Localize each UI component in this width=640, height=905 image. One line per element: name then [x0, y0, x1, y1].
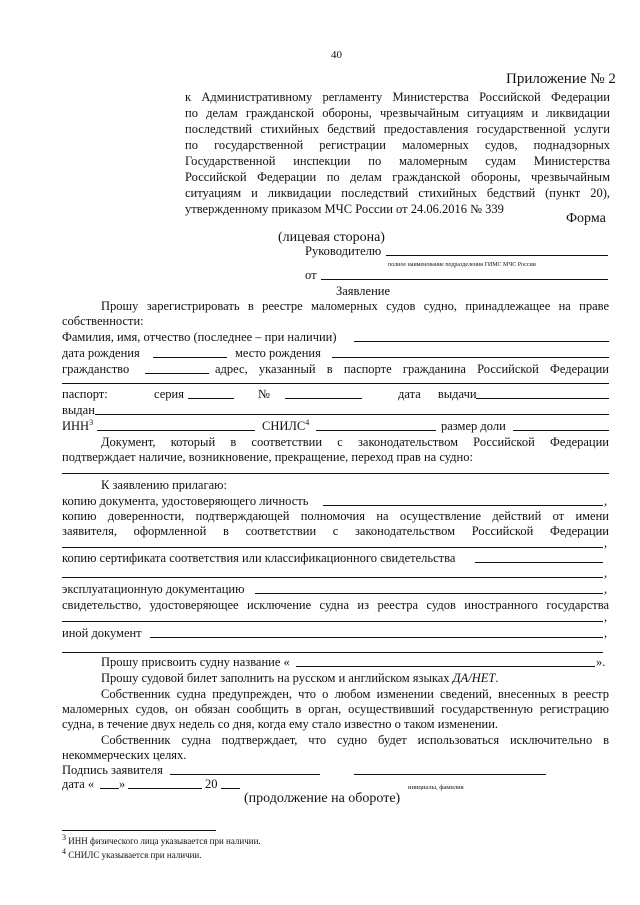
certificate-field-2[interactable] [62, 577, 603, 578]
certificate-label: копию сертификата соответствия или классификационного свидетельства [62, 551, 456, 565]
comma: , [604, 626, 608, 640]
identity-field[interactable] [323, 505, 603, 506]
fio-field[interactable] [354, 341, 609, 342]
warn-line: судна, в течение двух недель со дня, когда ему стало известно о таком изменении. [62, 717, 499, 731]
date-label: дата « [62, 777, 95, 791]
to-hint: полное наименование подразделения ГИМС МЧС России [388, 262, 536, 268]
warn-line: маломерных судов, он обязан сообщить в орган, осуществивший государственную регистрацию [62, 702, 609, 716]
ticket-choice[interactable]: ДА/НЕТ [452, 671, 496, 685]
name-request: Прошу присвоить судну название « [101, 655, 290, 669]
operational-label: эксплуатационную документацию [62, 582, 245, 596]
appendix-line: ситуациям и ликвидации последствий стихийных бедствий (пункт 20), [185, 186, 610, 200]
snils-field[interactable] [316, 430, 436, 431]
issued-by-field[interactable] [95, 414, 609, 415]
citizenship-field[interactable] [145, 373, 209, 374]
comma: , [604, 582, 608, 596]
appendix-line: Российской Федерации по делам гражданской обороны, чрезвычайным [185, 170, 610, 184]
document-field[interactable] [62, 473, 609, 474]
share-field[interactable] [513, 430, 609, 431]
from-label: от [305, 268, 317, 282]
address-label: адрес, указанный в паспорте гражданина Российской Федерации [215, 362, 609, 376]
date-quote: » [119, 777, 126, 791]
appendix-line: последствий стихийных бедствий предоставления государственной услуги [185, 122, 610, 136]
appendix-line: по государственной регистрации маломерных судов, поднадзорных [185, 138, 610, 152]
footnote-divider [62, 830, 216, 831]
request-line: собственности: [62, 314, 144, 328]
number-field[interactable] [285, 398, 362, 399]
page-number: 40 [331, 49, 342, 61]
series-label: серия [154, 387, 184, 401]
number-label: № [258, 387, 270, 401]
operational-field[interactable] [255, 593, 603, 594]
series-field[interactable] [188, 398, 234, 399]
issued-by-label: выдан [62, 403, 95, 417]
document-line: Документ, который в соответствии с законодательством Российской Федерации [101, 435, 609, 449]
exclusion-field[interactable] [62, 621, 603, 622]
exclusion-label: свидетельство, удостоверяющее исключение судна из реестра судов иностранного государства [62, 598, 609, 612]
appendix-line: к Административному регламенту Министерства Российской Федерации [185, 90, 610, 104]
comma: , [604, 536, 608, 550]
identity-label: копию документа, удостоверяющего личность [62, 494, 309, 508]
confirm-line: Собственник судна подтверждает, что судно будет использоваться исключительно в [101, 733, 609, 747]
appendix-line: утвержденному приказом МЧС России от 24.06.2016 № 339 [185, 202, 504, 216]
issue-date-field[interactable] [476, 398, 609, 399]
birth-date-field[interactable] [153, 357, 227, 358]
snils-label: СНИЛС$^4$ [262, 417, 310, 433]
initials-hint: инициалы, фамилия [408, 784, 464, 791]
citizenship-label: гражданство [62, 362, 130, 376]
request-line: Прошу зарегистрировать в реестре маломерных судов судно, принадлежащее на праве [101, 299, 609, 313]
continued-label: (продолжение на обороте) [244, 791, 401, 806]
other-field-2[interactable] [62, 652, 603, 653]
form-label: Форма [566, 211, 606, 226]
side-label: (лицевая сторона) [278, 230, 385, 245]
comma: , [604, 566, 608, 580]
date-year: 20 [205, 777, 218, 791]
birth-date-label: дата рождения [62, 346, 140, 360]
vessel-name-field[interactable] [296, 666, 595, 667]
share-label: размер доли [441, 419, 506, 433]
signature-field[interactable] [170, 774, 320, 775]
inn-field[interactable] [97, 430, 255, 431]
poa-line: копию доверенности, подтверждающей полномочия на осуществление действий от имени [62, 509, 609, 523]
confirm-line: некоммерческих целях. [62, 748, 187, 762]
passport-label: паспорт: [62, 387, 108, 401]
from-field[interactable] [321, 279, 608, 280]
ticket-language: Прошу судовой билет заполнить на русском и английском языках ДА/НЕТ. [101, 671, 499, 685]
poa-line: заявителя, оформленной в соответствии с законодательством Российской Федерации [62, 524, 609, 538]
fio-label: Фамилия, имя, отчество (последнее – при наличии) [62, 330, 337, 344]
footnote: $^3$ ИНН физического лица указывается при наличии. [62, 833, 261, 846]
birth-place-field[interactable] [332, 357, 609, 358]
signature-label: Подпись заявителя [62, 763, 163, 777]
other-label: иной документ [62, 626, 142, 640]
document-line: подтверждает наличие, возникновение, прекращение, переход прав на судно: [62, 450, 473, 464]
to-field[interactable] [386, 255, 608, 256]
date-day-field[interactable] [100, 788, 119, 789]
address-field[interactable] [62, 383, 609, 384]
issue-date-label: дата выдачи [398, 387, 477, 401]
appendix-line: по делам гражданской обороны, чрезвычайным ситуациям и ликвидации [185, 106, 610, 120]
to-label: Руководителю [305, 244, 382, 258]
statement-title: Заявление [336, 284, 391, 298]
name-close: ». [596, 655, 606, 669]
date-month-field[interactable] [128, 788, 202, 789]
warn-line: Собственник судна предупрежден, что о любом изменении сведений, внесенных в реестр [101, 687, 609, 701]
birth-place-label: место рождения [235, 346, 321, 360]
comma: , [604, 610, 608, 624]
other-field[interactable] [150, 637, 603, 638]
date-year-field[interactable] [221, 788, 240, 789]
certificate-field[interactable] [475, 562, 603, 563]
comma: , [604, 494, 608, 508]
footnote: $^4$ СНИЛС указывается при наличии. [62, 847, 202, 860]
appendix-title: Приложение № 2 [506, 71, 616, 87]
attachments-title: К заявлению прилагаю: [101, 478, 227, 492]
appendix-line: Государственной инспекции по маломерным судам Министерства [185, 154, 610, 168]
poa-field[interactable] [62, 547, 603, 548]
initials-field[interactable] [354, 774, 546, 775]
inn-label: ИНН$^3$ [62, 417, 94, 433]
